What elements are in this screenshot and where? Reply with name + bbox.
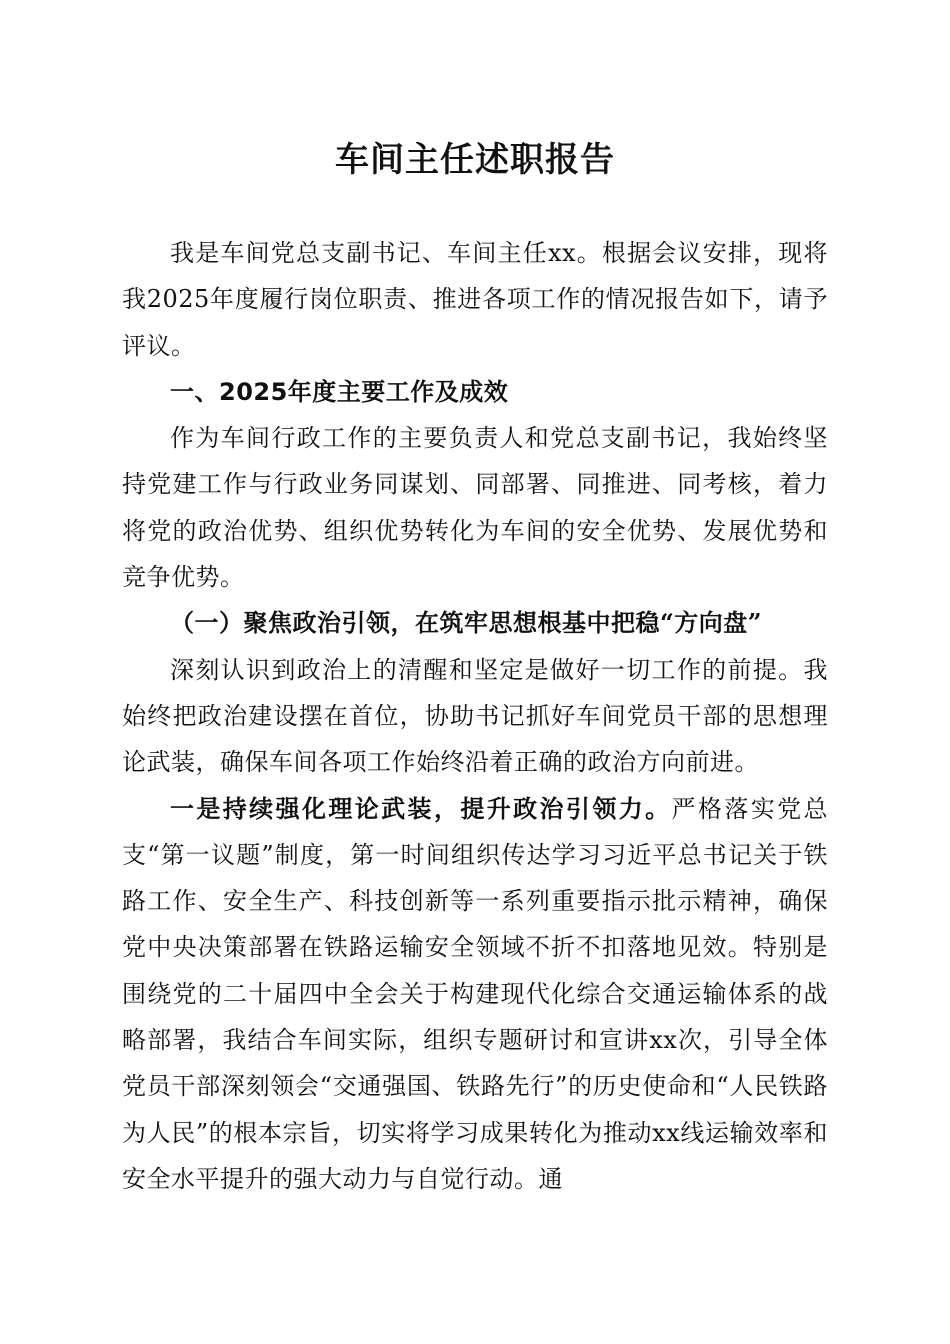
section-paragraph: 作为车间行政工作的主要负责人和党总支副书记，我始终坚持党建工作与行政业务同谋划、同部署、同推进、同考核，着力将党的政治优势、组织优势转化为车间的安全优势、发展优势和竞争优势。 [122,424,828,592]
subsection-paragraph: 深刻认识到政治上的清醒和坚定是做好一切工作的前提。我始终把政治建设摆在首位，协助书记抓好车间党员干部的思想理论武装，确保车间各项工作始终沿着正确的政治方向前进。 [122,655,828,777]
subsection-heading: （一）聚焦政治引领，在筑牢思想根基中把稳“方向盘” [170,608,763,638]
document-body [122,230,828,1202]
point-lead: 一是持续强化理论武装，提升政治引领力。 [170,793,672,823]
point-body: 严格落实党总支“第一议题”制度，第一时间组织传达学习习近平总书记关于铁路工作、安全生产、科技创新等一系列重要指示批示精神，确保党中央决策部署在铁路运输安全领域不折不扣落地见效。特别是围绕党的二十届四中全会关于构建现代化综合交通运输体系的战略部署，我结合车间实际，组织专题研讨和宣讲xx次，引导全体党员干部深刻领会“交通强国、铁路先行”的历史使命和“人民铁路为人民”的根本宗旨，切实将学习成果转化为推动xx线运输效率和安全水平提升的强大动力与自觉行动。通 [122,794,829,1193]
section-heading: 一、2025年度主要工作及成效 [170,377,509,406]
intro-paragraph: 我是车间党总支副书记、车间主任xx。根据会议安排，现将我2025年度履行岗位职责、推进各项工作的情况报告如下，请予评议。 [122,239,828,360]
document-title: 车间主任述职报告 [335,140,615,180]
point-paragraph [122,786,828,1203]
